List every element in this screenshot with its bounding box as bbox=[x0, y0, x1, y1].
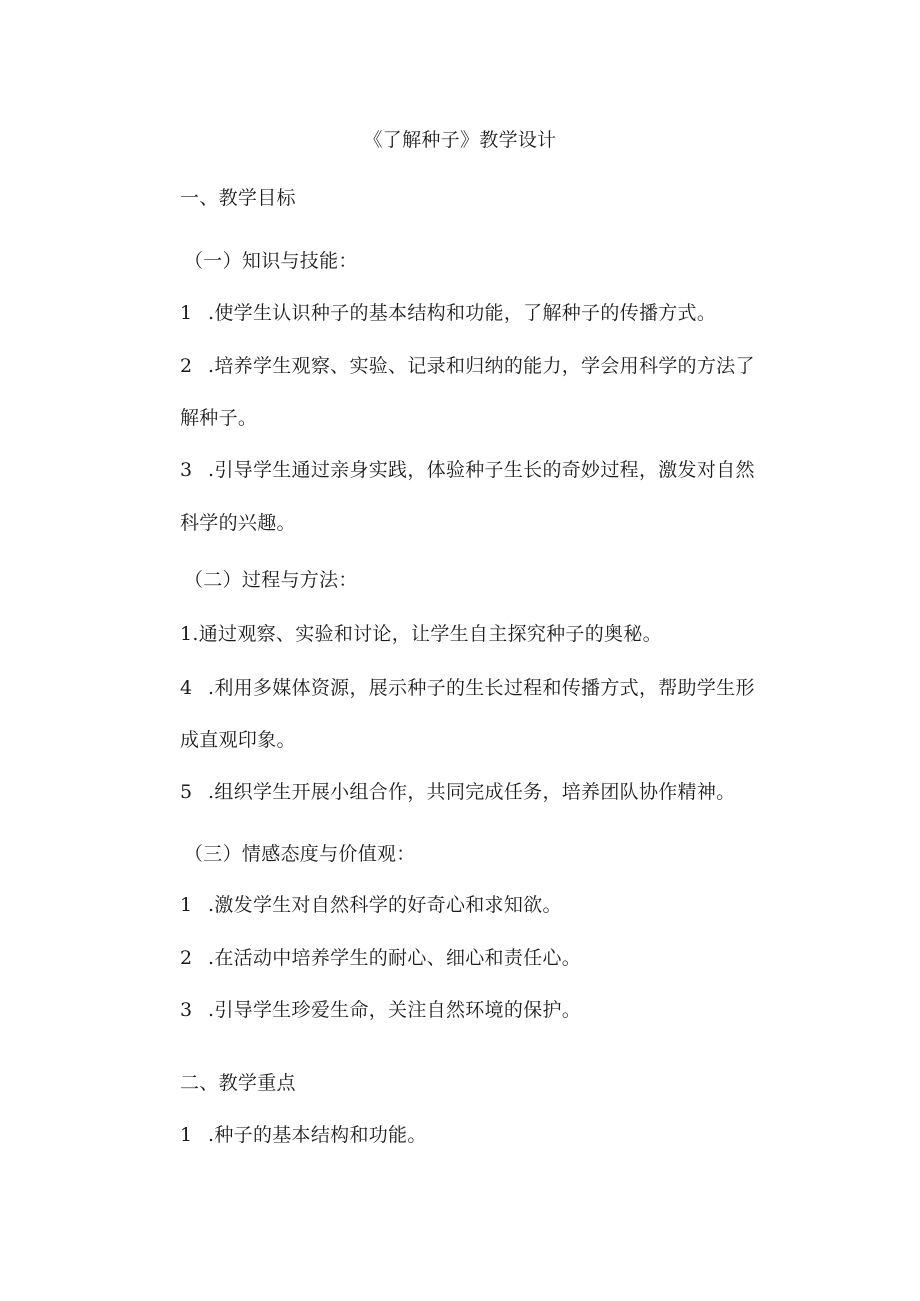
item-number: 4 bbox=[180, 677, 193, 699]
list-item bbox=[180, 998, 581, 1022]
list-item bbox=[180, 458, 755, 482]
item-text: .激发学生对自然科学的好奇心和求知欲。 bbox=[208, 894, 562, 916]
item-text: .利用多媒体资源，展示种子的生长过程和传播方式，帮助学生形 bbox=[208, 677, 755, 699]
item-number: 1 bbox=[180, 894, 193, 916]
item-number: 2 bbox=[180, 355, 193, 377]
subsection-heading-values: （三）情感态度与价值观： bbox=[184, 843, 416, 865]
item-text: .使学生认识种子的基本结构和功能，了解种子的传播方式。 bbox=[208, 302, 717, 324]
document-title: 《了解种子》教学设计 bbox=[363, 129, 557, 151]
subsection-heading-process: （二）过程与方法： bbox=[184, 569, 358, 591]
list-item bbox=[180, 354, 755, 378]
subsection-heading-knowledge: （一）知识与技能： bbox=[184, 250, 358, 272]
list-item bbox=[180, 946, 581, 970]
item-number: 2 bbox=[180, 947, 193, 969]
item-continuation: 科学的兴趣。 bbox=[180, 512, 296, 534]
item-text: .引导学生珍爱生命，关注自然环境的保护。 bbox=[208, 999, 582, 1021]
list-item bbox=[180, 1123, 427, 1147]
section-heading-key-points: 二、教学重点 bbox=[180, 1072, 296, 1094]
item-number: 3 bbox=[180, 999, 193, 1021]
item-text: 1.通过观察、实验和讨论，让学生自主探究种子的奥秘。 bbox=[180, 623, 662, 645]
item-number: 1 bbox=[180, 302, 193, 324]
list-item bbox=[180, 622, 662, 646]
item-text: .引导学生通过亲身实践，体验种子生长的奇妙过程，激发对自然 bbox=[208, 459, 755, 481]
list-item bbox=[180, 780, 735, 804]
item-number: 5 bbox=[180, 781, 193, 803]
item-text: .种子的基本结构和功能。 bbox=[208, 1124, 427, 1146]
item-continuation: 成直观印象。 bbox=[180, 729, 296, 751]
item-text: .在活动中培养学生的耐心、细心和责任心。 bbox=[208, 947, 582, 969]
item-number: 1 bbox=[180, 1124, 193, 1146]
list-item bbox=[180, 676, 755, 700]
item-continuation: 解种子。 bbox=[180, 407, 258, 429]
item-text: .组织学生开展小组合作，共同完成任务，培养团队协作精神。 bbox=[208, 781, 736, 803]
item-number: 3 bbox=[180, 459, 193, 481]
list-item bbox=[180, 301, 716, 325]
list-item bbox=[180, 893, 562, 917]
item-text: .培养学生观察、实验、记录和归纳的能力，学会用科学的方法了 bbox=[208, 355, 755, 377]
section-heading-objectives: 一、教学目标 bbox=[180, 187, 296, 209]
